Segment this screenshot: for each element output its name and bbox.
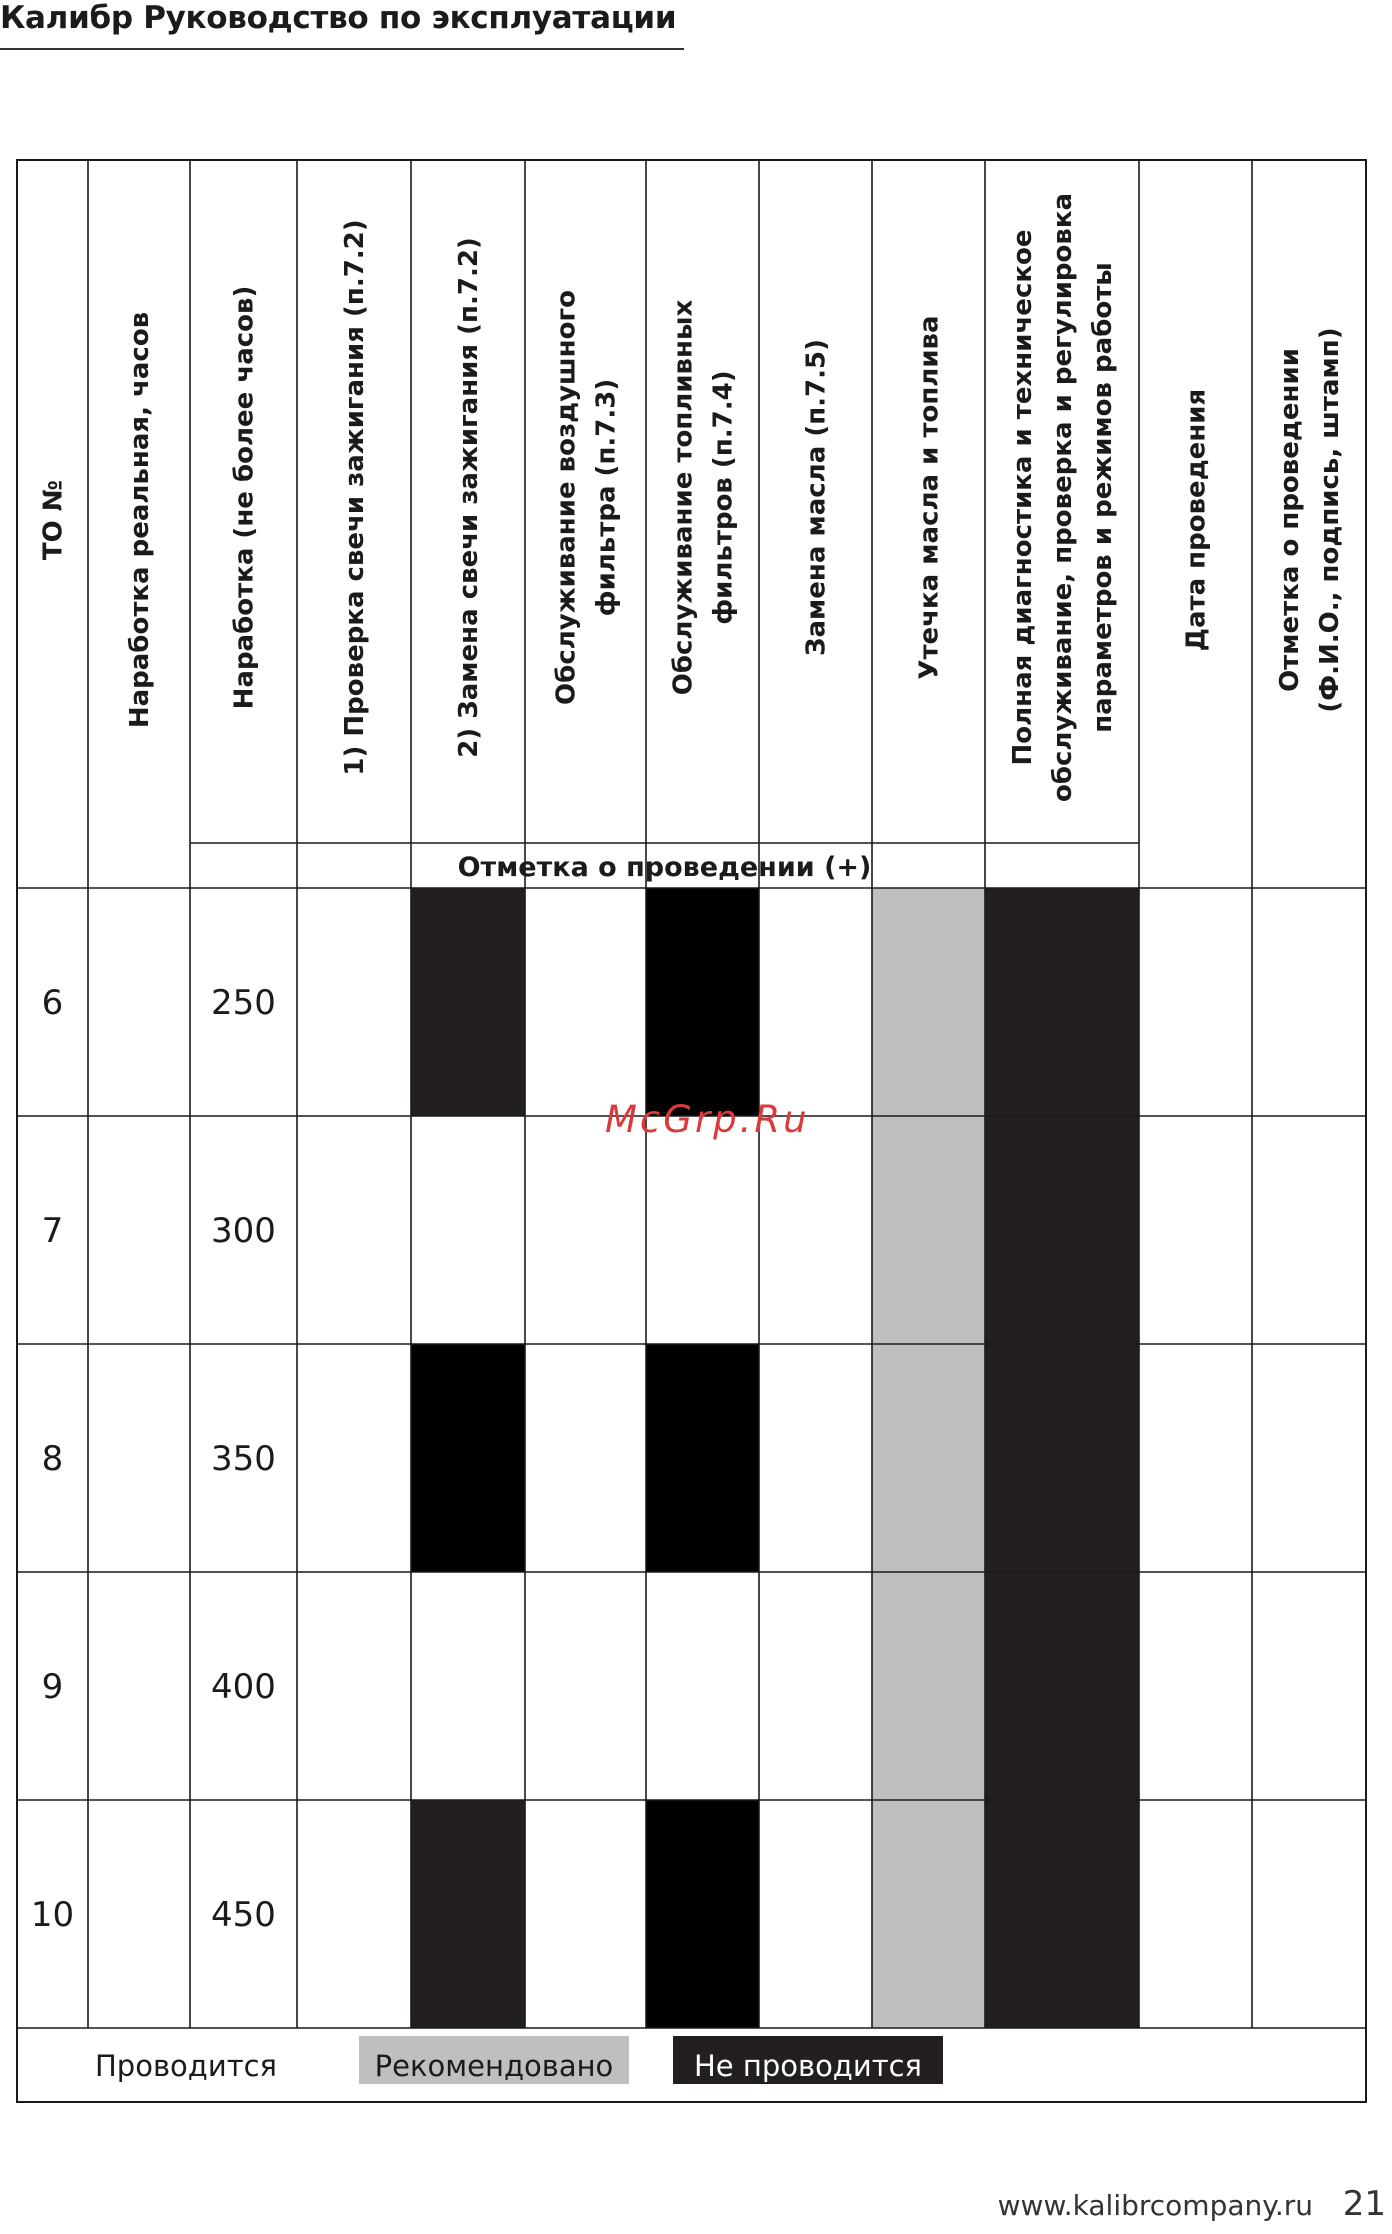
page-number: 21 [1342, 2184, 1386, 2224]
cell-fill-dark [985, 888, 1139, 1116]
column-header-fuel_filter: Обслуживание топливных фильтров (п.7.4) [668, 299, 739, 696]
cell-fill-gray [872, 1572, 985, 1800]
row-hours: 350 [211, 1439, 276, 1479]
column-header-full_diag: Полная диагностика и техническое обслуживание, проверка и регулировка параметров и режимов работы [1008, 192, 1118, 803]
column-header-max_hours: Наработка (не более часов) [229, 285, 260, 710]
cell-fill-black [646, 888, 759, 1116]
cell-fill-gray [872, 888, 985, 1116]
cell-fill-dark [411, 1800, 525, 2028]
legend-performed: Проводится [95, 2049, 277, 2083]
row-to-number: 6 [41, 983, 64, 1023]
cell-fill-black [646, 1800, 759, 2028]
cell-fill-dark [985, 1344, 1139, 1572]
cell-fill-dark [985, 1800, 1139, 2028]
cell-fill-black [411, 1344, 525, 1572]
subheader-label: Отметка о проведении (+) [457, 852, 872, 883]
row-hours: 400 [211, 1667, 276, 1707]
column-header-air_filter: Обслуживание воздушного фильтра (п.7.3) [551, 290, 622, 705]
column-header-spark_replace: 2) Замена свечи зажигания (п.7.2) [454, 237, 484, 758]
legend-recommended: Рекомендовано [374, 2049, 614, 2083]
cell-fill-dark [985, 1116, 1139, 1344]
page-header-title: Калибр Руководство по эксплуатации [0, 0, 684, 50]
cell-fill-gray [872, 1800, 985, 2028]
column-header-real_hours: Наработка реальная, часов [125, 311, 155, 729]
column-header-leaks: Утечка масла и топлива [914, 315, 945, 680]
cell-fill-gray [872, 1116, 985, 1344]
row-to-number: 9 [41, 1667, 64, 1707]
row-to-number: 10 [30, 1895, 75, 1935]
row-to-number: 8 [41, 1439, 64, 1479]
footer-url[interactable]: www.kalibrcompany.ru [997, 2189, 1313, 2222]
legend-not-performed: Не проводится [694, 2049, 922, 2083]
cell-fill-black [646, 1344, 759, 1572]
column-header-mark: Отметка о проведении (Ф.И.О., подпись, штамп) [1275, 327, 1345, 713]
watermark: McGrp.Ru [605, 1098, 810, 1141]
column-header-oil_change: Замена масла (п.7.5) [801, 339, 832, 656]
cell-fill-gray [872, 1344, 985, 1572]
column-header-spark_check: 1) Проверка свечи зажигания (п.7.2) [340, 219, 370, 776]
row-to-number: 7 [41, 1211, 64, 1251]
cell-fill-dark [985, 1572, 1139, 1800]
column-header-date: Дата проведения [1181, 388, 1212, 652]
row-hours: 250 [211, 983, 276, 1023]
row-hours: 450 [211, 1895, 276, 1935]
row-hours: 300 [211, 1211, 276, 1251]
cell-fill-dark [411, 888, 525, 1116]
column-header-to_num: ТО № [38, 479, 69, 561]
